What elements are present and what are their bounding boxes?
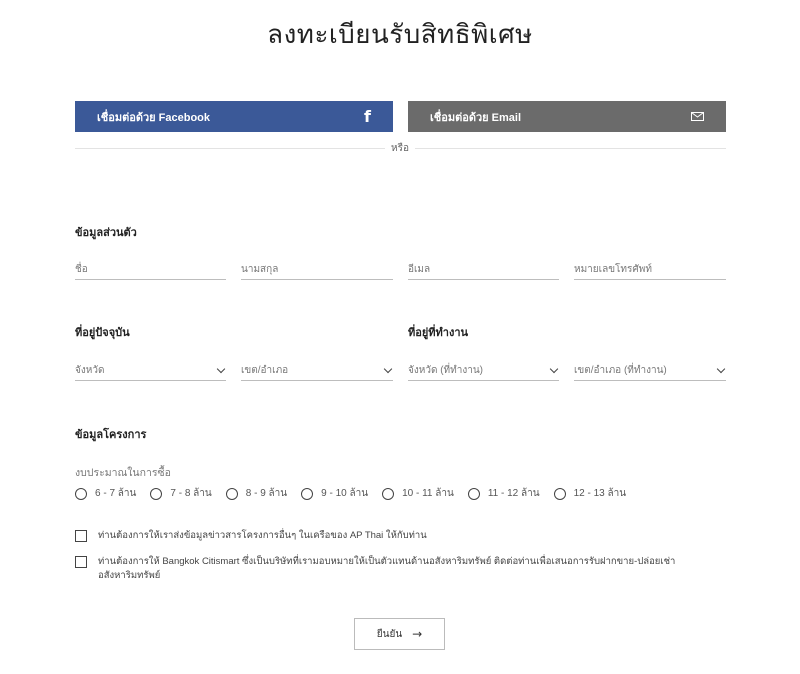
radio-circle-icon[interactable] (468, 488, 480, 500)
budget-option[interactable] (75, 486, 136, 501)
divider-right (415, 148, 726, 149)
divider-left (75, 148, 385, 149)
last-name-placeholder: นามสกุล (241, 264, 279, 275)
home-province-select[interactable] (75, 360, 226, 381)
email-input[interactable] (408, 259, 559, 280)
facebook-icon: f (364, 107, 371, 126)
home-province-value: จังหวัด (75, 365, 105, 376)
budget-option-label: 9 - 10 ล้าน (321, 488, 369, 499)
page-title: ลงทะเบียนรับสิทธิพิเศษ (267, 19, 533, 49)
budget-option-label: 10 - 11 ล้าน (402, 488, 454, 499)
facebook-connect-button[interactable] (75, 101, 393, 132)
phone-input[interactable] (574, 259, 726, 280)
budget-option[interactable] (382, 486, 454, 501)
budget-option-label: 8 - 9 ล้าน (245, 488, 288, 499)
budget-option-label: 11 - 12 ล้าน (487, 488, 540, 499)
or-divider-text: หรือ (391, 143, 409, 154)
checkbox[interactable] (75, 530, 87, 542)
personal-info-heading: ข้อมูลส่วนตัว (75, 227, 137, 239)
arrow-right-icon: → (412, 627, 423, 641)
work-province-value: จังหวัด (ที่ทำงาน) (408, 365, 484, 376)
work-address-heading: ที่อยู่ที่ทำงาน (408, 327, 469, 339)
submit-button[interactable] (354, 618, 445, 650)
budget-option[interactable] (301, 486, 368, 501)
facebook-button-label: เชื่อมต่อด้วย Facebook (97, 111, 211, 124)
home-district-value: เขต/อำเภอ (241, 365, 289, 376)
home-address-heading: ที่อยู่ปัจจุบัน (75, 327, 130, 339)
radio-circle-icon[interactable] (226, 488, 238, 500)
radio-circle-icon[interactable] (554, 488, 566, 500)
radio-circle-icon[interactable] (301, 488, 313, 500)
budget-option[interactable] (150, 486, 211, 501)
email-connect-button[interactable] (408, 101, 726, 132)
budget-option[interactable] (226, 486, 287, 501)
budget-label: งบประมาณในการซื้อ (75, 467, 171, 479)
work-district-select[interactable] (574, 360, 726, 381)
budget-option[interactable] (554, 486, 627, 501)
consent-ap-news-label: ท่านต้องการให้เราส่งข้อมูลข่าวสารโครงการอื่นๆ ในเครือของ AP Thai ให้กับท่าน (98, 530, 427, 541)
email-button-label: เชื่อมต่อด้วย Email (430, 111, 522, 124)
first-name-input[interactable] (75, 259, 226, 280)
consent-ap-news[interactable] (75, 529, 427, 543)
home-district-select[interactable] (241, 360, 393, 381)
budget-option-label: 6 - 7 ล้าน (95, 488, 137, 499)
consent-citismart[interactable] (75, 555, 725, 583)
budget-option[interactable] (468, 486, 540, 501)
checkbox[interactable] (75, 556, 87, 568)
radio-circle-icon[interactable] (75, 488, 87, 500)
work-province-select[interactable] (408, 360, 559, 381)
project-info-heading: ข้อมูลโครงการ (75, 429, 147, 441)
first-name-placeholder: ชื่อ (75, 264, 88, 275)
mail-icon (691, 112, 704, 121)
last-name-input[interactable] (241, 259, 393, 280)
budget-radio-group (75, 486, 640, 501)
radio-circle-icon[interactable] (382, 488, 394, 500)
submit-label: ยืนยัน (376, 628, 403, 640)
email-placeholder: อีเมล (408, 264, 431, 275)
work-district-value: เขต/อำเภอ (ที่ทำงาน) (574, 365, 667, 376)
consent-citismart-label: ท่านต้องการให้ Bangkok Citismart ซึ่งเป็นบริษัทที่เรามอบหมายให้เป็นตัวแทนด้านอสังหาริมทรัพย์ ติดต่อท่านเพื่อเสนอการรับฝากขาย-ปล่อยเช่าอสังหาริมทรัพย์ (98, 556, 676, 581)
radio-circle-icon[interactable] (150, 488, 162, 500)
phone-placeholder: หมายเลขโทรศัพท์ (574, 264, 652, 275)
budget-option-label: 7 - 8 ล้าน (170, 488, 212, 499)
budget-option-label: 12 - 13 ล้าน (573, 488, 627, 499)
